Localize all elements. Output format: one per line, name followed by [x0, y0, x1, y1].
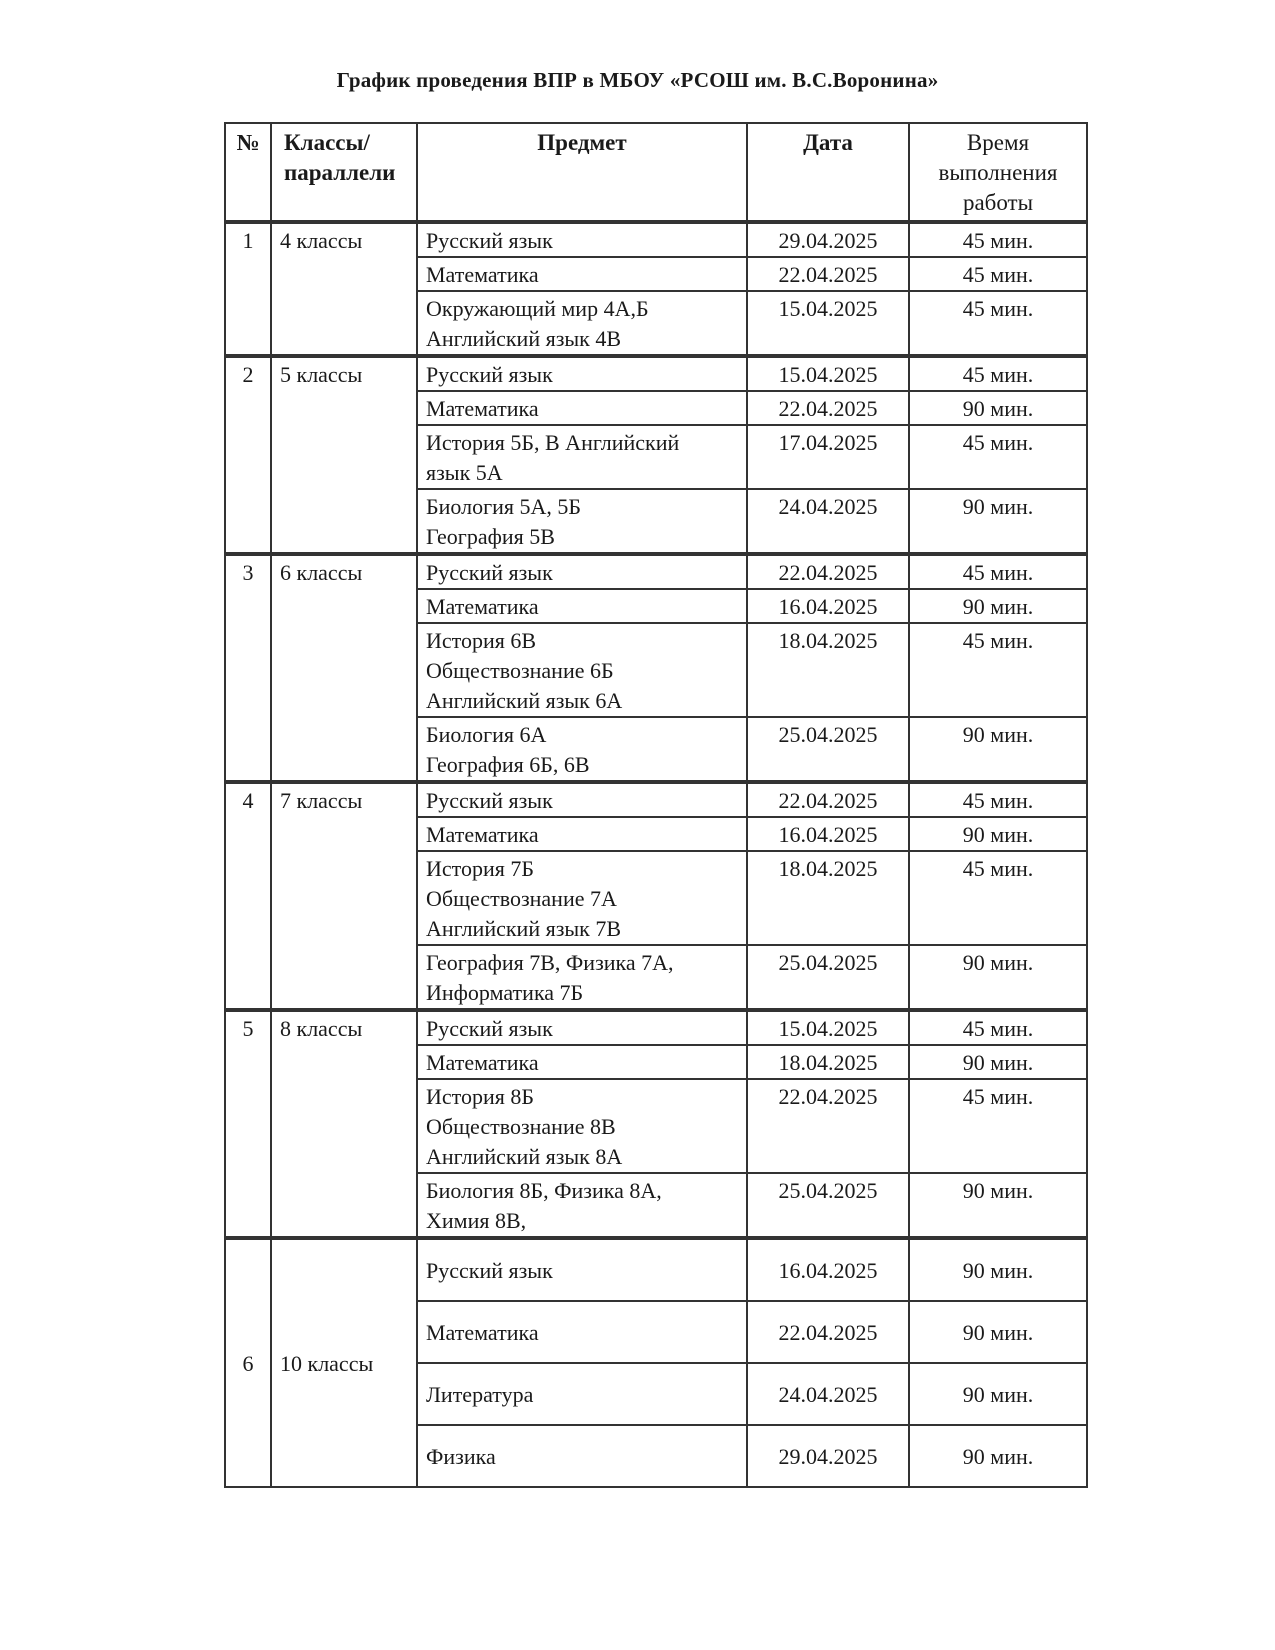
- time-cell: 45 мин.: [909, 554, 1087, 589]
- subject-line: Математика: [426, 262, 539, 287]
- date-cell: 18.04.2025: [747, 623, 909, 717]
- date-cell: 22.04.2025: [747, 1079, 909, 1173]
- subject-line: Обществознание 8В: [426, 1114, 616, 1139]
- subject-line: Русский язык: [426, 362, 553, 387]
- header-date: Дата: [747, 123, 909, 222]
- subject-cell: [417, 356, 747, 391]
- subject-cell: [417, 391, 747, 425]
- time-cell: 90 мин.: [909, 817, 1087, 851]
- subject-cell: [417, 554, 747, 589]
- date-cell: 25.04.2025: [747, 945, 909, 1010]
- page-title: График проведения ВПР в МБОУ «РСОШ им. В.С.Воронина»: [336, 68, 939, 92]
- group-classes: 7 классы: [271, 782, 417, 1010]
- time-cell: 45 мин.: [909, 1010, 1087, 1045]
- subject-cell: [417, 1010, 747, 1045]
- time-cell: 90 мин.: [909, 717, 1087, 782]
- group-classes: 10 классы: [271, 1238, 417, 1487]
- date-cell: 24.04.2025: [747, 489, 909, 554]
- subject-line: Русский язык: [426, 228, 553, 253]
- table-row: [225, 782, 1087, 817]
- subject-cell: [417, 623, 747, 717]
- date-cell: 25.04.2025: [747, 1173, 909, 1238]
- subject-cell: [417, 291, 747, 356]
- subject-line: Химия 8В,: [426, 1208, 527, 1233]
- subject-line: Русский язык: [426, 1016, 553, 1041]
- subject-line: Математика: [426, 1320, 539, 1345]
- date-cell: 15.04.2025: [747, 1010, 909, 1045]
- subject-line: Физика: [426, 1444, 496, 1469]
- date-cell: 16.04.2025: [747, 1238, 909, 1301]
- date-cell: 15.04.2025: [747, 291, 909, 356]
- header-classes: [271, 123, 417, 222]
- date-cell: 18.04.2025: [747, 851, 909, 945]
- group-number: 5: [225, 1010, 271, 1238]
- group-classes: 5 классы: [271, 356, 417, 554]
- subject-line: Математика: [426, 594, 539, 619]
- subject-cell: [417, 222, 747, 257]
- group-number: 4: [225, 782, 271, 1010]
- date-cell: 24.04.2025: [747, 1363, 909, 1425]
- date-cell: 22.04.2025: [747, 257, 909, 291]
- time-cell: 45 мин.: [909, 356, 1087, 391]
- time-cell: 90 мин.: [909, 391, 1087, 425]
- subject-line: Обществознание 6Б: [426, 658, 614, 683]
- time-cell: 90 мин.: [909, 1301, 1087, 1363]
- group-classes: 8 классы: [271, 1010, 417, 1238]
- table-header-row: [225, 123, 1087, 222]
- subject-cell: [417, 425, 747, 489]
- subject-cell: [417, 1173, 747, 1238]
- subject-line: Информатика 7Б: [426, 980, 584, 1005]
- header-time-line2: выполнения: [938, 160, 1058, 185]
- date-cell: 22.04.2025: [747, 1301, 909, 1363]
- subject-line: Биология 6А: [426, 722, 547, 747]
- date-cell: 16.04.2025: [747, 589, 909, 623]
- subject-line: язык 5А: [426, 460, 503, 485]
- subject-line: Математика: [426, 396, 539, 421]
- subject-line: Обществознание 7А: [426, 886, 617, 911]
- date-cell: 22.04.2025: [747, 391, 909, 425]
- table-row: [225, 1010, 1087, 1045]
- date-cell: 16.04.2025: [747, 817, 909, 851]
- time-cell: 90 мин.: [909, 1238, 1087, 1301]
- header-num: №: [225, 123, 271, 222]
- subject-cell: [417, 945, 747, 1010]
- subject-cell: [417, 1363, 747, 1425]
- subject-cell: [417, 589, 747, 623]
- header-classes-line2: параллели: [284, 160, 396, 185]
- subject-line: История 6В: [426, 628, 537, 653]
- subject-cell: [417, 257, 747, 291]
- subject-cell: [417, 1238, 747, 1301]
- group-number: 1: [225, 222, 271, 356]
- schedule-table: [224, 122, 1088, 1488]
- subject-line: Английский язык 7В: [426, 916, 622, 941]
- subject-line: Русский язык: [426, 1258, 553, 1283]
- date-cell: 17.04.2025: [747, 425, 909, 489]
- table-row: [225, 356, 1087, 391]
- subject-line: Математика: [426, 822, 539, 847]
- subject-cell: [417, 489, 747, 554]
- subject-line: География 7В, Физика 7А,: [426, 950, 674, 975]
- subject-line: Окружающий мир 4А,Б: [426, 296, 649, 321]
- time-cell: 45 мин.: [909, 257, 1087, 291]
- time-cell: 90 мин.: [909, 945, 1087, 1010]
- date-cell: 29.04.2025: [747, 222, 909, 257]
- subject-line: Математика: [426, 1050, 539, 1075]
- subject-line: Русский язык: [426, 560, 553, 585]
- date-cell: 22.04.2025: [747, 782, 909, 817]
- subject-line: Литература: [426, 1382, 534, 1407]
- header-time-line1: Время: [966, 130, 1030, 155]
- subject-line: Биология 5А, 5Б: [426, 494, 582, 519]
- subject-line: Биология 8Б, Физика 8А,: [426, 1178, 662, 1203]
- subject-cell: [417, 1425, 747, 1487]
- subject-line: История 8Б: [426, 1084, 535, 1109]
- time-cell: 45 мин.: [909, 782, 1087, 817]
- group-number: 6: [225, 1238, 271, 1487]
- table-row: [225, 1238, 1087, 1301]
- date-cell: 29.04.2025: [747, 1425, 909, 1487]
- table-row: [225, 222, 1087, 257]
- subject-cell: [417, 1079, 747, 1173]
- time-cell: 45 мин.: [909, 851, 1087, 945]
- group-number: 2: [225, 356, 271, 554]
- time-cell: 45 мин.: [909, 222, 1087, 257]
- time-cell: 90 мин.: [909, 1045, 1087, 1079]
- group-number: 3: [225, 554, 271, 782]
- header-time: [909, 123, 1087, 222]
- subject-line: Английский язык 8А: [426, 1144, 623, 1169]
- date-cell: 15.04.2025: [747, 356, 909, 391]
- time-cell: 90 мин.: [909, 1173, 1087, 1238]
- schedule-body: [225, 222, 1087, 1487]
- time-cell: 90 мин.: [909, 589, 1087, 623]
- group-classes: 4 классы: [271, 222, 417, 356]
- date-cell: 22.04.2025: [747, 554, 909, 589]
- subject-line: Английский язык 4В: [426, 326, 622, 351]
- subject-cell: [417, 1045, 747, 1079]
- subject-line: История 7Б: [426, 856, 535, 881]
- subject-cell: [417, 851, 747, 945]
- time-cell: 90 мин.: [909, 489, 1087, 554]
- subject-line: История 5Б, В Английский: [426, 430, 680, 455]
- date-cell: 25.04.2025: [747, 717, 909, 782]
- date-cell: 18.04.2025: [747, 1045, 909, 1079]
- group-classes: 6 классы: [271, 554, 417, 782]
- time-cell: 90 мин.: [909, 1363, 1087, 1425]
- header-subject: Предмет: [417, 123, 747, 222]
- time-cell: 45 мин.: [909, 425, 1087, 489]
- table-row: [225, 554, 1087, 589]
- subject-cell: [417, 1301, 747, 1363]
- subject-cell: [417, 782, 747, 817]
- header-time-line3: работы: [962, 190, 1034, 215]
- subject-line: Английский язык 6А: [426, 688, 623, 713]
- subject-line: География 5В: [426, 524, 555, 549]
- time-cell: 45 мин.: [909, 291, 1087, 356]
- subject-line: Русский язык: [426, 788, 553, 813]
- subject-line: География 6Б, 6В: [426, 752, 590, 777]
- subject-cell: [417, 717, 747, 782]
- time-cell: 45 мин.: [909, 623, 1087, 717]
- header-classes-line1: Классы/: [284, 130, 370, 155]
- subject-cell: [417, 817, 747, 851]
- time-cell: 90 мин.: [909, 1425, 1087, 1487]
- time-cell: 45 мин.: [909, 1079, 1087, 1173]
